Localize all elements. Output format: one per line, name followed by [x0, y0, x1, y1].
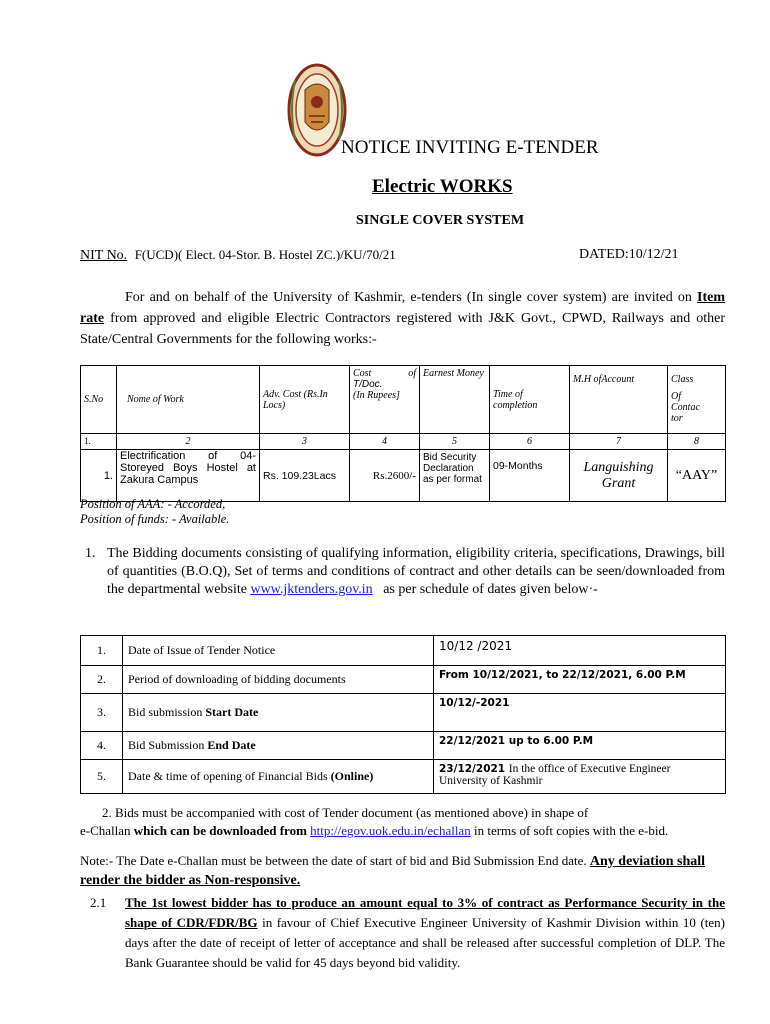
schedule-value-date: 23/12/2021 — [439, 763, 506, 775]
schedule-label-bold: Start Date — [205, 705, 259, 719]
row-earnest: Bid Security Declaration as per format — [420, 450, 490, 502]
header-cost-doc — [350, 366, 420, 434]
schedule-label — [123, 666, 434, 694]
schedule-num: 5. — [81, 760, 123, 794]
schedule-value: From 10/12/2021, to 22/12/2021, 6.00 P.M — [434, 666, 726, 694]
schedule-label-text: Period of downloading of bidding documents — [128, 672, 346, 686]
schedule-row — [81, 760, 726, 794]
point-1-before: The Bidding documents consisting of qualifying information, eligibility criteria, specifications, Drawings, bill of quantities (B.O.Q), Set of terms and conditions of contract and other details can be seen/downloaded from the departmental website — [107, 546, 725, 597]
point-2-tail: in terms of soft copies with the e-bid. — [473, 823, 669, 838]
row-work-name: Electrification of 04-Storeyed Boys Hostel at Zakura Campus — [117, 450, 260, 502]
schedule-num: 4. — [81, 732, 123, 760]
point-1-text — [107, 545, 725, 599]
header-class-1: Class — [671, 374, 694, 385]
point-2-1-rest: in favour of Chief Executive Engineer University of Kashmir Division within 10 (ten) days after the date of receipt of letter of acceptance and shall be released after successful completion of DLP. The Bank Guarantee should be valid for 45 days beyond bid validity. — [125, 915, 725, 970]
schedule-num: 3. — [81, 694, 123, 732]
header-class — [668, 366, 726, 434]
header-adv-cost: Adv. Cost (Rs.In Locs) — [260, 366, 350, 434]
nit-label: NIT No. — [80, 248, 128, 263]
header-mh: M.H ofAccount — [570, 366, 668, 434]
intro-part1: For and on behalf of the University of Kashmir, e-tenders (In single cover system) are invited on — [125, 290, 692, 305]
intro-item-rate: Item rate — [80, 290, 726, 326]
works-data-row — [81, 450, 726, 502]
position-aaa: Position of AAA: - Accorded, — [80, 497, 226, 511]
schedule-label-text: Bid submission — [128, 705, 203, 719]
point-2-download: which can be downloaded from — [133, 823, 307, 838]
point-2 — [80, 804, 725, 840]
row-mh: Languishing Grant — [570, 450, 668, 502]
works-table — [80, 365, 726, 502]
point-1-number: 1. — [85, 546, 96, 561]
header-time: Time of completion — [490, 366, 570, 434]
works-header-row — [81, 366, 726, 434]
schedule-table — [80, 635, 726, 794]
point-2-1 — [80, 893, 725, 973]
header-earnest: Earnest Money — [420, 366, 490, 434]
schedule-value: 22/12/2021 up to 6.00 P.M — [434, 732, 726, 760]
schedule-value-extra: In the office of Executive Engineer University of Kashmir — [439, 763, 671, 787]
point-1-after: as per schedule of dates given below·- — [383, 582, 598, 597]
schedule-label — [123, 760, 434, 794]
col-number: 8 — [668, 434, 726, 450]
schedule-row — [81, 732, 726, 760]
schedule-value: 10/12 /2021 — [434, 636, 726, 666]
intro-paragraph — [80, 287, 725, 350]
row-class: “AAY” — [668, 450, 726, 502]
schedule-num: 1. — [81, 636, 123, 666]
schedule-label-text: Date of Issue of Tender Notice — [128, 643, 276, 657]
works-number-row — [81, 434, 726, 450]
note — [80, 852, 725, 890]
header-name: Nome of Work — [117, 366, 260, 434]
notice-title: NOTICE INVITING E-TENDER — [341, 137, 599, 158]
header-cost-doc-2: T/Doc. — [353, 379, 383, 390]
echallan-link[interactable]: http://egov.uok.edu.in/echallan — [310, 823, 471, 838]
schedule-label-text: Date & time of opening of Financial Bids — [128, 769, 328, 783]
col-number: 4 — [350, 434, 420, 450]
note-bold: Any deviation shall render the bidder as Non-responsive. — [80, 854, 706, 888]
schedule-label — [123, 636, 434, 666]
schedule-label-bold: End Date — [207, 738, 256, 752]
notice-date: DATED:10/12/21 — [579, 247, 679, 262]
schedule-label-bold: (Online) — [330, 769, 374, 783]
row-sno: 1. — [81, 450, 117, 502]
schedule-label — [123, 694, 434, 732]
point-2-1-number: 2.1 — [90, 895, 107, 910]
row-adv-cost: Rs. 109.23Lacs — [260, 450, 350, 502]
nit-number — [80, 247, 396, 264]
schedule-row — [81, 666, 726, 694]
point-2-echallan: e-Challan — [80, 823, 131, 838]
point-2-line1: 2. Bids must be accompanied with cost of Tender document (as mentioned above) in shape of — [102, 805, 589, 820]
col-number: 2 — [117, 434, 260, 450]
row-cost-doc: Rs.2600/- — [350, 450, 420, 502]
header-class-2: Of Contac tor — [671, 391, 700, 424]
col-number: 7 — [570, 434, 668, 450]
point-2-1-bold: The 1st lowest bidder has to produce an amount equal to 3% of contract as Performance Security in the shape of CDR/FDR/BG — [125, 895, 725, 930]
university-emblem — [285, 60, 349, 160]
schedule-label-text: Bid Submission — [128, 738, 205, 752]
point-1 — [80, 545, 725, 599]
schedule-row — [81, 694, 726, 732]
schedule-value: 10/12/-2021 — [434, 694, 726, 732]
intro-part2: from approved and eligible Electric Contractors registered with J&K Govt., CPWD, Railways and other State/Central Governments for the following works:- — [80, 311, 725, 347]
col-number: 5 — [420, 434, 490, 450]
col-number: 6 — [490, 434, 570, 450]
schedule-num: 2. — [81, 666, 123, 694]
notice-subtitle: Electric WORKS — [372, 176, 513, 197]
header-sno: S.No — [81, 366, 117, 434]
col-number: 3 — [260, 434, 350, 450]
position-block — [80, 497, 229, 527]
schedule-row — [81, 636, 726, 666]
nit-reference: F(UCD)( Elect. 04-Stor. B. Hostel ZC.)/KU/70/21 — [134, 247, 396, 262]
point-2-line2 — [80, 822, 725, 840]
header-cost-doc-1: Cost of — [353, 368, 416, 379]
header-cost-doc-3: (In Rupees] — [353, 390, 400, 401]
schedule-value — [434, 760, 726, 794]
schedule-label — [123, 732, 434, 760]
row-time: 09-Months — [490, 450, 570, 502]
jktenders-link[interactable]: www.jktenders.gov.in — [250, 582, 373, 597]
cover-system: SINGLE COVER SYSTEM — [356, 213, 525, 228]
note-text: Note:- The Date e-Challan must be between the date of start of bid and Bid Submission End date. — [80, 853, 587, 868]
position-funds: Position of funds: - Available. — [80, 512, 230, 526]
col-number: 1. — [81, 434, 117, 450]
point-2-1-text — [125, 893, 725, 973]
